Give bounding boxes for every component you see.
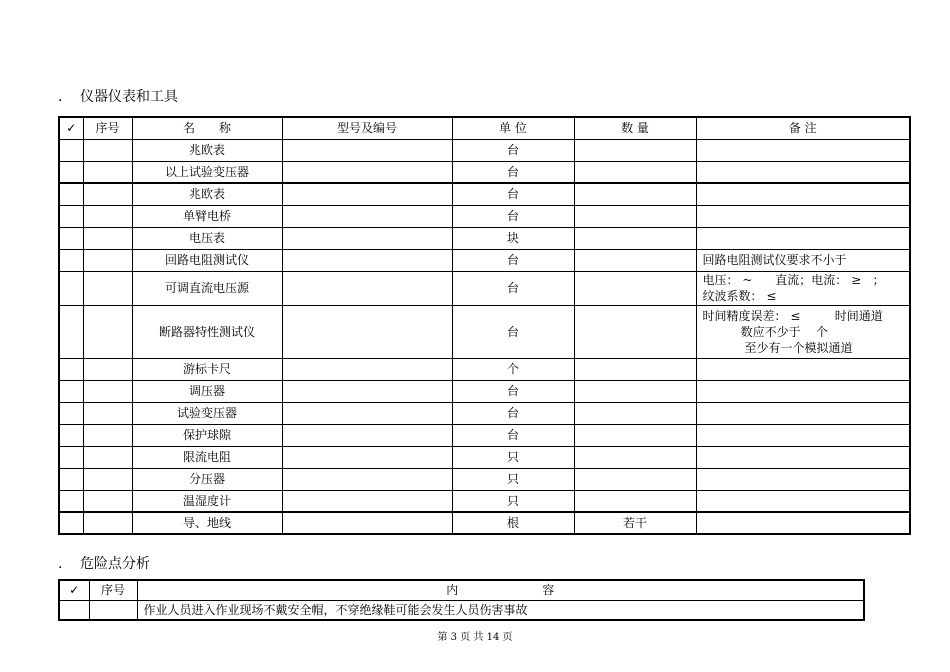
instrument-cell-note: 时间精度误差： ≤ 时间通道 数应不少于 个 至少有一个模拟通道 xyxy=(696,305,910,358)
section2-marker: . xyxy=(58,556,63,572)
hazard-table xyxy=(58,579,865,621)
instrument-cell-seq xyxy=(83,205,132,227)
instruments-table xyxy=(58,116,911,535)
instrument-cell-note xyxy=(696,424,910,446)
instrument-cell-check xyxy=(59,271,83,305)
instrument-cell-unit: 根 xyxy=(452,512,574,534)
instrument-cell-unit: 台 xyxy=(452,183,574,205)
instrument-cell-name: 导、地线 xyxy=(132,512,282,534)
instrument-cell-seq xyxy=(83,161,132,183)
instrument-row xyxy=(59,490,910,512)
instrument-cell-qty xyxy=(574,161,696,183)
instrument-cell-check xyxy=(59,402,83,424)
instrument-cell-seq xyxy=(83,227,132,249)
instrument-cell-qty xyxy=(574,380,696,402)
instrument-cell-model xyxy=(282,227,452,249)
instrument-cell-seq xyxy=(83,446,132,468)
instrument-cell-model xyxy=(282,249,452,271)
instrument-cell-unit: 块 xyxy=(452,227,574,249)
instrument-cell-note xyxy=(696,205,910,227)
instrument-cell-unit: 台 xyxy=(452,424,574,446)
instrument-cell-check xyxy=(59,183,83,205)
instrument-cell-model xyxy=(282,305,452,358)
instrument-cell-seq xyxy=(83,183,132,205)
instrument-cell-qty xyxy=(574,468,696,490)
instrument-cell-name: 断路器特性测试仪 xyxy=(132,305,282,358)
instrument-cell-check xyxy=(59,512,83,534)
instrument-row xyxy=(59,402,910,424)
instrument-cell-model xyxy=(282,380,452,402)
instrument-cell-seq xyxy=(83,380,132,402)
instrument-cell-name: 温湿度计 xyxy=(132,490,282,512)
instrument-cell-model xyxy=(282,490,452,512)
header-model: 型号及编号 xyxy=(282,117,452,139)
instrument-cell-unit: 台 xyxy=(452,380,574,402)
instrument-cell-note xyxy=(696,512,910,534)
instrument-cell-model xyxy=(282,139,452,161)
instrument-cell-qty xyxy=(574,139,696,161)
instrument-cell-name: 单臂电桥 xyxy=(132,205,282,227)
instrument-cell-note xyxy=(696,468,910,490)
instrument-cell-qty xyxy=(574,358,696,380)
instrument-cell-qty xyxy=(574,205,696,227)
instrument-cell-model xyxy=(282,512,452,534)
section1-heading xyxy=(58,86,178,106)
header-check: ✓ xyxy=(59,117,83,139)
instrument-cell-unit: 台 xyxy=(452,271,574,305)
instrument-cell-name: 分压器 xyxy=(132,468,282,490)
instrument-cell-name: 游标卡尺 xyxy=(132,358,282,380)
page-footer: 第 3 页 共 14 页 xyxy=(437,632,513,643)
instrument-cell-name: 调压器 xyxy=(132,380,282,402)
header-check: ✓ xyxy=(59,580,89,600)
header-note: 备 注 xyxy=(696,117,910,139)
instrument-cell-note: 回路电阻测试仪要求不小于 xyxy=(696,249,910,271)
instrument-cell-check xyxy=(59,139,83,161)
instrument-cell-note xyxy=(696,227,910,249)
instrument-cell-qty xyxy=(574,183,696,205)
instrument-cell-unit: 只 xyxy=(452,490,574,512)
instrument-row xyxy=(59,424,910,446)
instrument-cell-model xyxy=(282,468,452,490)
instrument-cell-seq xyxy=(83,490,132,512)
instrument-cell-seq xyxy=(83,271,132,305)
instrument-cell-check xyxy=(59,227,83,249)
instrument-cell-qty xyxy=(574,402,696,424)
instrument-cell-unit: 台 xyxy=(452,305,574,358)
instrument-cell-note: 电压： ~ 直流；电流： ≥ ； 纹波系数： ≤ xyxy=(696,271,910,305)
instrument-cell-qty xyxy=(574,305,696,358)
instrument-cell-name: 兆欧表 xyxy=(132,183,282,205)
instrument-cell-model xyxy=(282,446,452,468)
instrument-row xyxy=(59,249,910,271)
instruments-header-row xyxy=(59,117,910,139)
hazard-cell-content: 作业人员进入作业现场不戴安全帽，不穿绝缘鞋可能会发生人员伤害事故 xyxy=(137,600,864,620)
instrument-cell-model xyxy=(282,402,452,424)
instrument-cell-seq xyxy=(83,468,132,490)
instrument-cell-unit: 台 xyxy=(452,205,574,227)
instrument-cell-note xyxy=(696,161,910,183)
instrument-cell-seq xyxy=(83,358,132,380)
instrument-cell-check xyxy=(59,358,83,380)
instrument-cell-unit: 个 xyxy=(452,358,574,380)
instrument-cell-seq xyxy=(83,249,132,271)
header-name: 名 称 xyxy=(132,117,282,139)
instrument-cell-seq xyxy=(83,424,132,446)
instrument-cell-model xyxy=(282,161,452,183)
section1-marker: . xyxy=(58,89,63,105)
instrument-cell-unit: 台 xyxy=(452,402,574,424)
header-seq: 序号 xyxy=(89,580,137,600)
instrument-cell-qty xyxy=(574,490,696,512)
section2-title: 危险点分析 xyxy=(80,556,150,572)
instrument-cell-note xyxy=(696,402,910,424)
instrument-cell-qty xyxy=(574,249,696,271)
instrument-row xyxy=(59,512,910,534)
instrument-row xyxy=(59,380,910,402)
instrument-cell-model xyxy=(282,358,452,380)
instrument-cell-check xyxy=(59,424,83,446)
instrument-cell-note xyxy=(696,183,910,205)
hazard-cell-seq xyxy=(89,600,137,620)
header-unit: 单 位 xyxy=(452,117,574,139)
instrument-row xyxy=(59,446,910,468)
instrument-cell-check xyxy=(59,468,83,490)
instrument-cell-seq xyxy=(83,305,132,358)
instrument-cell-unit: 只 xyxy=(452,468,574,490)
instrument-row xyxy=(59,358,910,380)
hazard-row xyxy=(59,600,864,620)
instrument-cell-check xyxy=(59,205,83,227)
instrument-row xyxy=(59,139,910,161)
instrument-cell-name: 电压表 xyxy=(132,227,282,249)
instrument-cell-unit: 台 xyxy=(452,249,574,271)
header-qty: 数 量 xyxy=(574,117,696,139)
hazard-header-row xyxy=(59,580,864,600)
instrument-cell-qty xyxy=(574,271,696,305)
instrument-cell-name: 试验变压器 xyxy=(132,402,282,424)
instrument-cell-qty xyxy=(574,446,696,468)
instrument-cell-name: 保护球隙 xyxy=(132,424,282,446)
instrument-cell-seq xyxy=(83,139,132,161)
instrument-cell-note xyxy=(696,490,910,512)
instrument-cell-model xyxy=(282,183,452,205)
instrument-cell-unit: 只 xyxy=(452,446,574,468)
instrument-cell-check xyxy=(59,249,83,271)
instrument-cell-seq xyxy=(83,512,132,534)
instrument-cell-name: 以上试验变压器 xyxy=(132,161,282,183)
instrument-cell-check xyxy=(59,380,83,402)
instrument-cell-unit: 台 xyxy=(452,139,574,161)
instrument-cell-model xyxy=(282,271,452,305)
instrument-row xyxy=(59,305,910,358)
instrument-cell-name: 兆欧表 xyxy=(132,139,282,161)
hazard-cell-check xyxy=(59,600,89,620)
instrument-cell-note xyxy=(696,358,910,380)
instrument-cell-note xyxy=(696,139,910,161)
instrument-row xyxy=(59,227,910,249)
instrument-cell-note xyxy=(696,446,910,468)
section1-title: 仪器仪表和工具 xyxy=(80,89,178,105)
header-seq: 序号 xyxy=(83,117,132,139)
instrument-row xyxy=(59,161,910,183)
instrument-cell-qty xyxy=(574,424,696,446)
instrument-cell-name: 限流电阻 xyxy=(132,446,282,468)
instrument-cell-name: 回路电阻测试仪 xyxy=(132,249,282,271)
instrument-cell-note xyxy=(696,380,910,402)
instrument-cell-model xyxy=(282,205,452,227)
instrument-cell-check xyxy=(59,446,83,468)
section2-heading xyxy=(58,553,150,573)
instrument-cell-check xyxy=(59,161,83,183)
instrument-row xyxy=(59,183,910,205)
instrument-cell-qty xyxy=(574,227,696,249)
instrument-row xyxy=(59,468,910,490)
instrument-cell-name: 可调直流电压源 xyxy=(132,271,282,305)
instrument-cell-unit: 台 xyxy=(452,161,574,183)
instrument-row xyxy=(59,271,910,305)
instrument-cell-qty: 若干 xyxy=(574,512,696,534)
instrument-cell-check xyxy=(59,490,83,512)
instrument-cell-model xyxy=(282,424,452,446)
instrument-row xyxy=(59,205,910,227)
header-content: 内 容 xyxy=(137,580,864,600)
instrument-cell-check xyxy=(59,305,83,358)
instrument-cell-seq xyxy=(83,402,132,424)
